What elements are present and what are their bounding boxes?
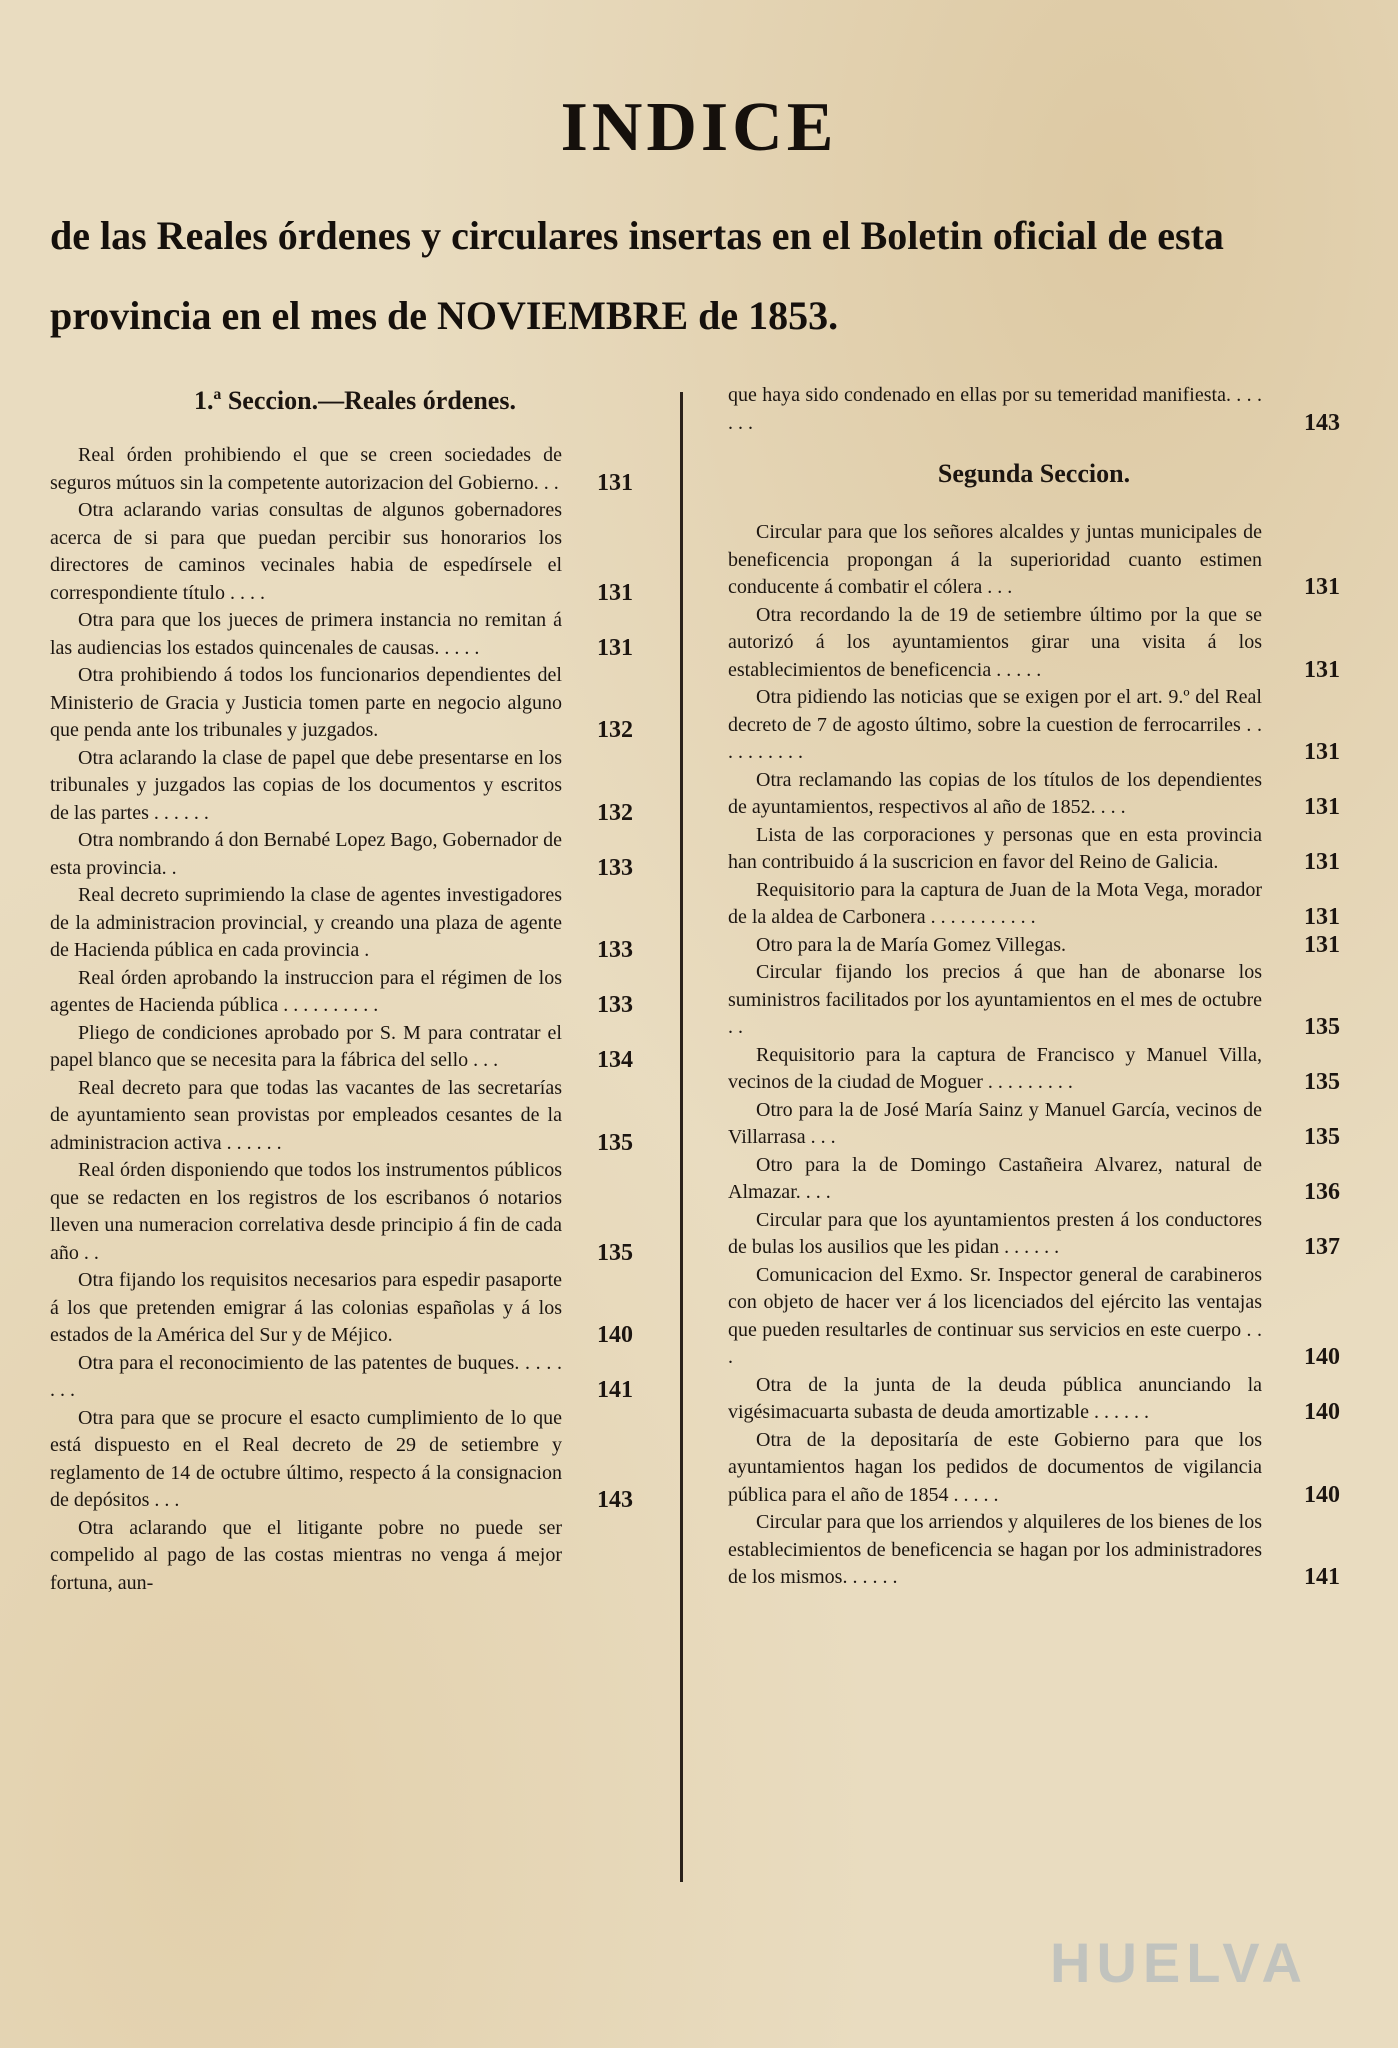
section-heading-first: 1.ª Seccion.—Reales órdenes. xyxy=(194,386,516,415)
index-entry xyxy=(728,602,1340,685)
entry-text: Otra aclarando varias consultas de algunos gobernadores acerca de si para que puedan percibir sus honorarios los directores de caminos vecinales habia de espedírsele el correspondiente título . . . . xyxy=(50,499,562,604)
entry-text: Requisitorio para la captura de Francisco y Manuel Villa, vecinos de la ciudad de Moguer . . . . . . . . . xyxy=(728,1043,1262,1093)
entry-text: Real órden aprobando la instruccion para el régimen de los agentes de Hacienda pública . . . . . . . . . . xyxy=(50,966,562,1016)
entry-page: 140 xyxy=(1304,1399,1340,1425)
entry-text: Circular para que los arriendos y alquileres de los bienes de los establecimientos de beneficencia se hagan por los administradores de los mismos. . . . . . xyxy=(728,1511,1262,1588)
index-entry xyxy=(728,1509,1340,1592)
entry-text: Otro para la de María Gomez Villegas. xyxy=(756,933,1066,956)
index-entry xyxy=(728,1097,1340,1152)
left-column xyxy=(50,382,660,1597)
entry-page: 132 xyxy=(597,717,633,743)
entry-text: Pliego de condiciones aprobado por S. M para contratar el papel blanco que se necesita para la fábrica del sello . . . xyxy=(50,1021,562,1071)
index-entry xyxy=(728,822,1340,877)
entry-page: 131 xyxy=(1304,849,1340,875)
entry-page: 135 xyxy=(597,1239,633,1266)
index-entry xyxy=(50,662,660,745)
index-entry xyxy=(50,607,660,662)
entry-text: Otra aclarando que el litigante pobre no puede ser compelido al pago de las costas mientras no venga á mejor fortuna, aun- xyxy=(50,1516,562,1594)
index-entry xyxy=(50,882,660,965)
index-entry xyxy=(50,1350,660,1405)
entry-page: 141 xyxy=(1304,1564,1340,1590)
entry-text: Requisitorio para la captura de Juan de la Mota Vega, morador de la aldea de Carbonera . . . . . . . . . . . xyxy=(728,878,1262,928)
entry-page: 136 xyxy=(1304,1179,1340,1205)
entry-page: 143 xyxy=(597,1487,633,1513)
entry-text: Otro para la de Domingo Castañeira Alvarez, natural de Almazar. . . . xyxy=(728,1153,1262,1203)
index-entry xyxy=(728,1207,1340,1262)
entry-text: Otro para la de José María Sainz y Manuel García, vecinos de Villarrasa . . . xyxy=(728,1098,1262,1148)
entry-page: 131 xyxy=(1304,574,1340,600)
section-heading-second: Segunda Seccion. xyxy=(937,459,1131,488)
index-entry xyxy=(50,1267,660,1350)
entry-text: Lista de las corporaciones y personas que en esta provincia han contribuido á la suscricion en favor del Reino de Galicia. xyxy=(728,823,1262,873)
entry-page: 132 xyxy=(597,799,633,826)
index-entry xyxy=(728,519,1340,602)
index-entry xyxy=(728,382,1340,437)
right-column xyxy=(728,382,1340,1592)
index-entry xyxy=(50,827,660,882)
index-entry xyxy=(50,1075,660,1158)
entry-text: que haya sido condenado en ellas por su temeridad manifiesta. . . . . . . xyxy=(728,384,1262,434)
entry-text: Otra pidiendo las noticias que se exigen por el art. 9.º del Real decreto de 7 de agosto último, sobre la cuestion de ferrocarriles . . . . . . . . . . xyxy=(728,686,1262,763)
entry-page: 131 xyxy=(1304,656,1340,683)
document-subtitle: de las Reales órdenes y circulares insertas en el Boletin oficial de esta provincia en el mes de NOVIEMBRE de 1853. xyxy=(50,213,1224,338)
entry-text: Otra fijando los requisitos necesarios para espedir pasaporte á los que pretenden emigrar á las colonias españolas y á los estados de la América del Sur y de Méjico. xyxy=(50,1269,562,1346)
index-entry xyxy=(50,965,660,1020)
entry-page: 140 xyxy=(1304,1481,1340,1508)
index-entry xyxy=(50,1515,660,1598)
entry-text: Circular para que los señores alcaldes y juntas municipales de beneficencia propongan á la superioridad cuanto estimen conducente á combatir el cólera . . . xyxy=(728,521,1262,598)
right-entry-list xyxy=(728,519,1340,1592)
entry-page: 131 xyxy=(1304,739,1340,765)
entry-page: 131 xyxy=(1304,904,1340,930)
entry-text: Comunicacion del Exmo. Sr. Inspector general de carabineros con objeto de hacer ver á los licenciados del ejército las ventajas que pueden resultarles de continuar sus servicios en este cuerpo . . . xyxy=(728,1263,1262,1368)
index-entry xyxy=(50,1405,660,1515)
index-entry xyxy=(50,442,660,497)
document-title: INDICE xyxy=(560,89,838,166)
entry-page: 131 xyxy=(597,579,633,606)
entry-page: 131 xyxy=(597,469,633,496)
entry-page: 131 xyxy=(1304,931,1340,958)
entry-text: Otra para que se procure el esacto cumplimiento de lo que está dispuesto en el Real decreto de 29 de setiembre y reglamento de 14 de octubre último, respecto á la consignacion de depósitos . . . xyxy=(50,1406,562,1511)
entry-text: Circular fijando los precios á que han de abonarse los suministros facilitados por los ayuntamientos en el mes de octubre . . xyxy=(728,961,1262,1038)
entry-page: 135 xyxy=(1304,1014,1340,1040)
left-entry-list xyxy=(50,442,660,1597)
index-entry xyxy=(728,1042,1340,1097)
entry-text: Otra prohibiendo á todos los funcionarios dependientes del Ministerio de Gracia y Justicia tomen parte en negocio alguno que penda ante los tribunales y juzgados. xyxy=(50,664,562,741)
index-entry xyxy=(728,1427,1340,1510)
entry-text: Circular para que los ayuntamientos presten á los conductores de bulas los ausilios que les pidan . . . . . . xyxy=(728,1208,1262,1258)
entry-text: Otra para el reconocimiento de las patentes de buques. . . . . . . . xyxy=(50,1351,562,1401)
entry-page: 134 xyxy=(597,1047,633,1073)
entry-page: 140 xyxy=(597,1322,633,1348)
entry-page: 131 xyxy=(1304,794,1340,820)
index-entry xyxy=(50,745,660,828)
entry-text: Otra recordando la de 19 de setiembre último por la que se autorizó á los ayuntamientos girar una visita á los establecimientos de beneficencia . . . . . xyxy=(728,603,1262,681)
entry-text: Real órden disponiendo que todos los instrumentos públicos que se redacten en los registros de los escribanos ó notarios lleven una numeracion correlativa desde principio á fin de cada año . . xyxy=(50,1159,562,1264)
entry-text: Real órden prohibiendo el que se creen sociedades de seguros mútuos sin la competente autorizacion del Gobierno. . . xyxy=(50,444,562,494)
index-entry xyxy=(728,959,1340,1042)
entry-page: 143 xyxy=(1304,409,1340,436)
entry-page: 141 xyxy=(597,1377,633,1403)
index-entry xyxy=(728,877,1340,932)
entry-text: Otra de la depositaría de este Gobierno para que los ayuntamientos hagan los pedidos de documentos de vigilancia pública para el año de 1854 . . . . . xyxy=(728,1428,1262,1506)
archive-watermark-stamp: HUELVA xyxy=(1050,1931,1308,1994)
index-entry xyxy=(50,1157,660,1267)
entry-text: Otra para que los jueces de primera instancia no remitan á las audiencias los estados quincenales de causas. . . . . xyxy=(50,609,562,659)
index-entry xyxy=(728,1152,1340,1207)
entry-text: Real decreto para que todas las vacantes de las secretarías de ayuntamiento sean provistas por empleados cesantes de la administracion activa . . . . . . xyxy=(50,1076,562,1154)
entry-page: 133 xyxy=(597,937,633,963)
entry-page: 135 xyxy=(1304,1124,1340,1150)
entry-text: Otra de la junta de la deuda pública anunciando la vigésimacuarta subasta de deuda amortizable . . . . . . xyxy=(728,1373,1262,1423)
entry-text: Otra nombrando á don Bernabé Lopez Bago, Gobernador de esta provincia. . xyxy=(50,829,562,879)
entry-page: 135 xyxy=(1304,1069,1340,1095)
entry-page: 140 xyxy=(1304,1344,1340,1370)
index-entry xyxy=(50,1020,660,1075)
index-entry xyxy=(728,932,1340,960)
entry-page: 137 xyxy=(1304,1234,1340,1260)
entry-text: Otra reclamando las copias de los títulos de los dependientes de ayuntamientos, respectivos al año de 1852. . . . xyxy=(728,768,1262,818)
entry-text: Real decreto suprimiendo la clase de agentes investigadores de la administracion provincial, y creando una plaza de agente de Hacienda pública en cada provincia . xyxy=(50,884,562,961)
index-entry xyxy=(728,1262,1340,1372)
entry-page: 133 xyxy=(597,992,633,1018)
index-entry xyxy=(50,497,660,607)
index-entry xyxy=(728,684,1340,767)
index-entry xyxy=(728,767,1340,822)
entry-page: 135 xyxy=(597,1129,633,1156)
entry-text: Otra aclarando la clase de papel que debe presentarse en los tribunales y juzgados las copias de los documentos y escritos de las partes . . . . . . xyxy=(50,746,562,824)
entry-page: 131 xyxy=(597,634,633,661)
index-entry xyxy=(728,1372,1340,1427)
column-divider xyxy=(680,392,683,1882)
entry-page: 133 xyxy=(597,854,633,881)
